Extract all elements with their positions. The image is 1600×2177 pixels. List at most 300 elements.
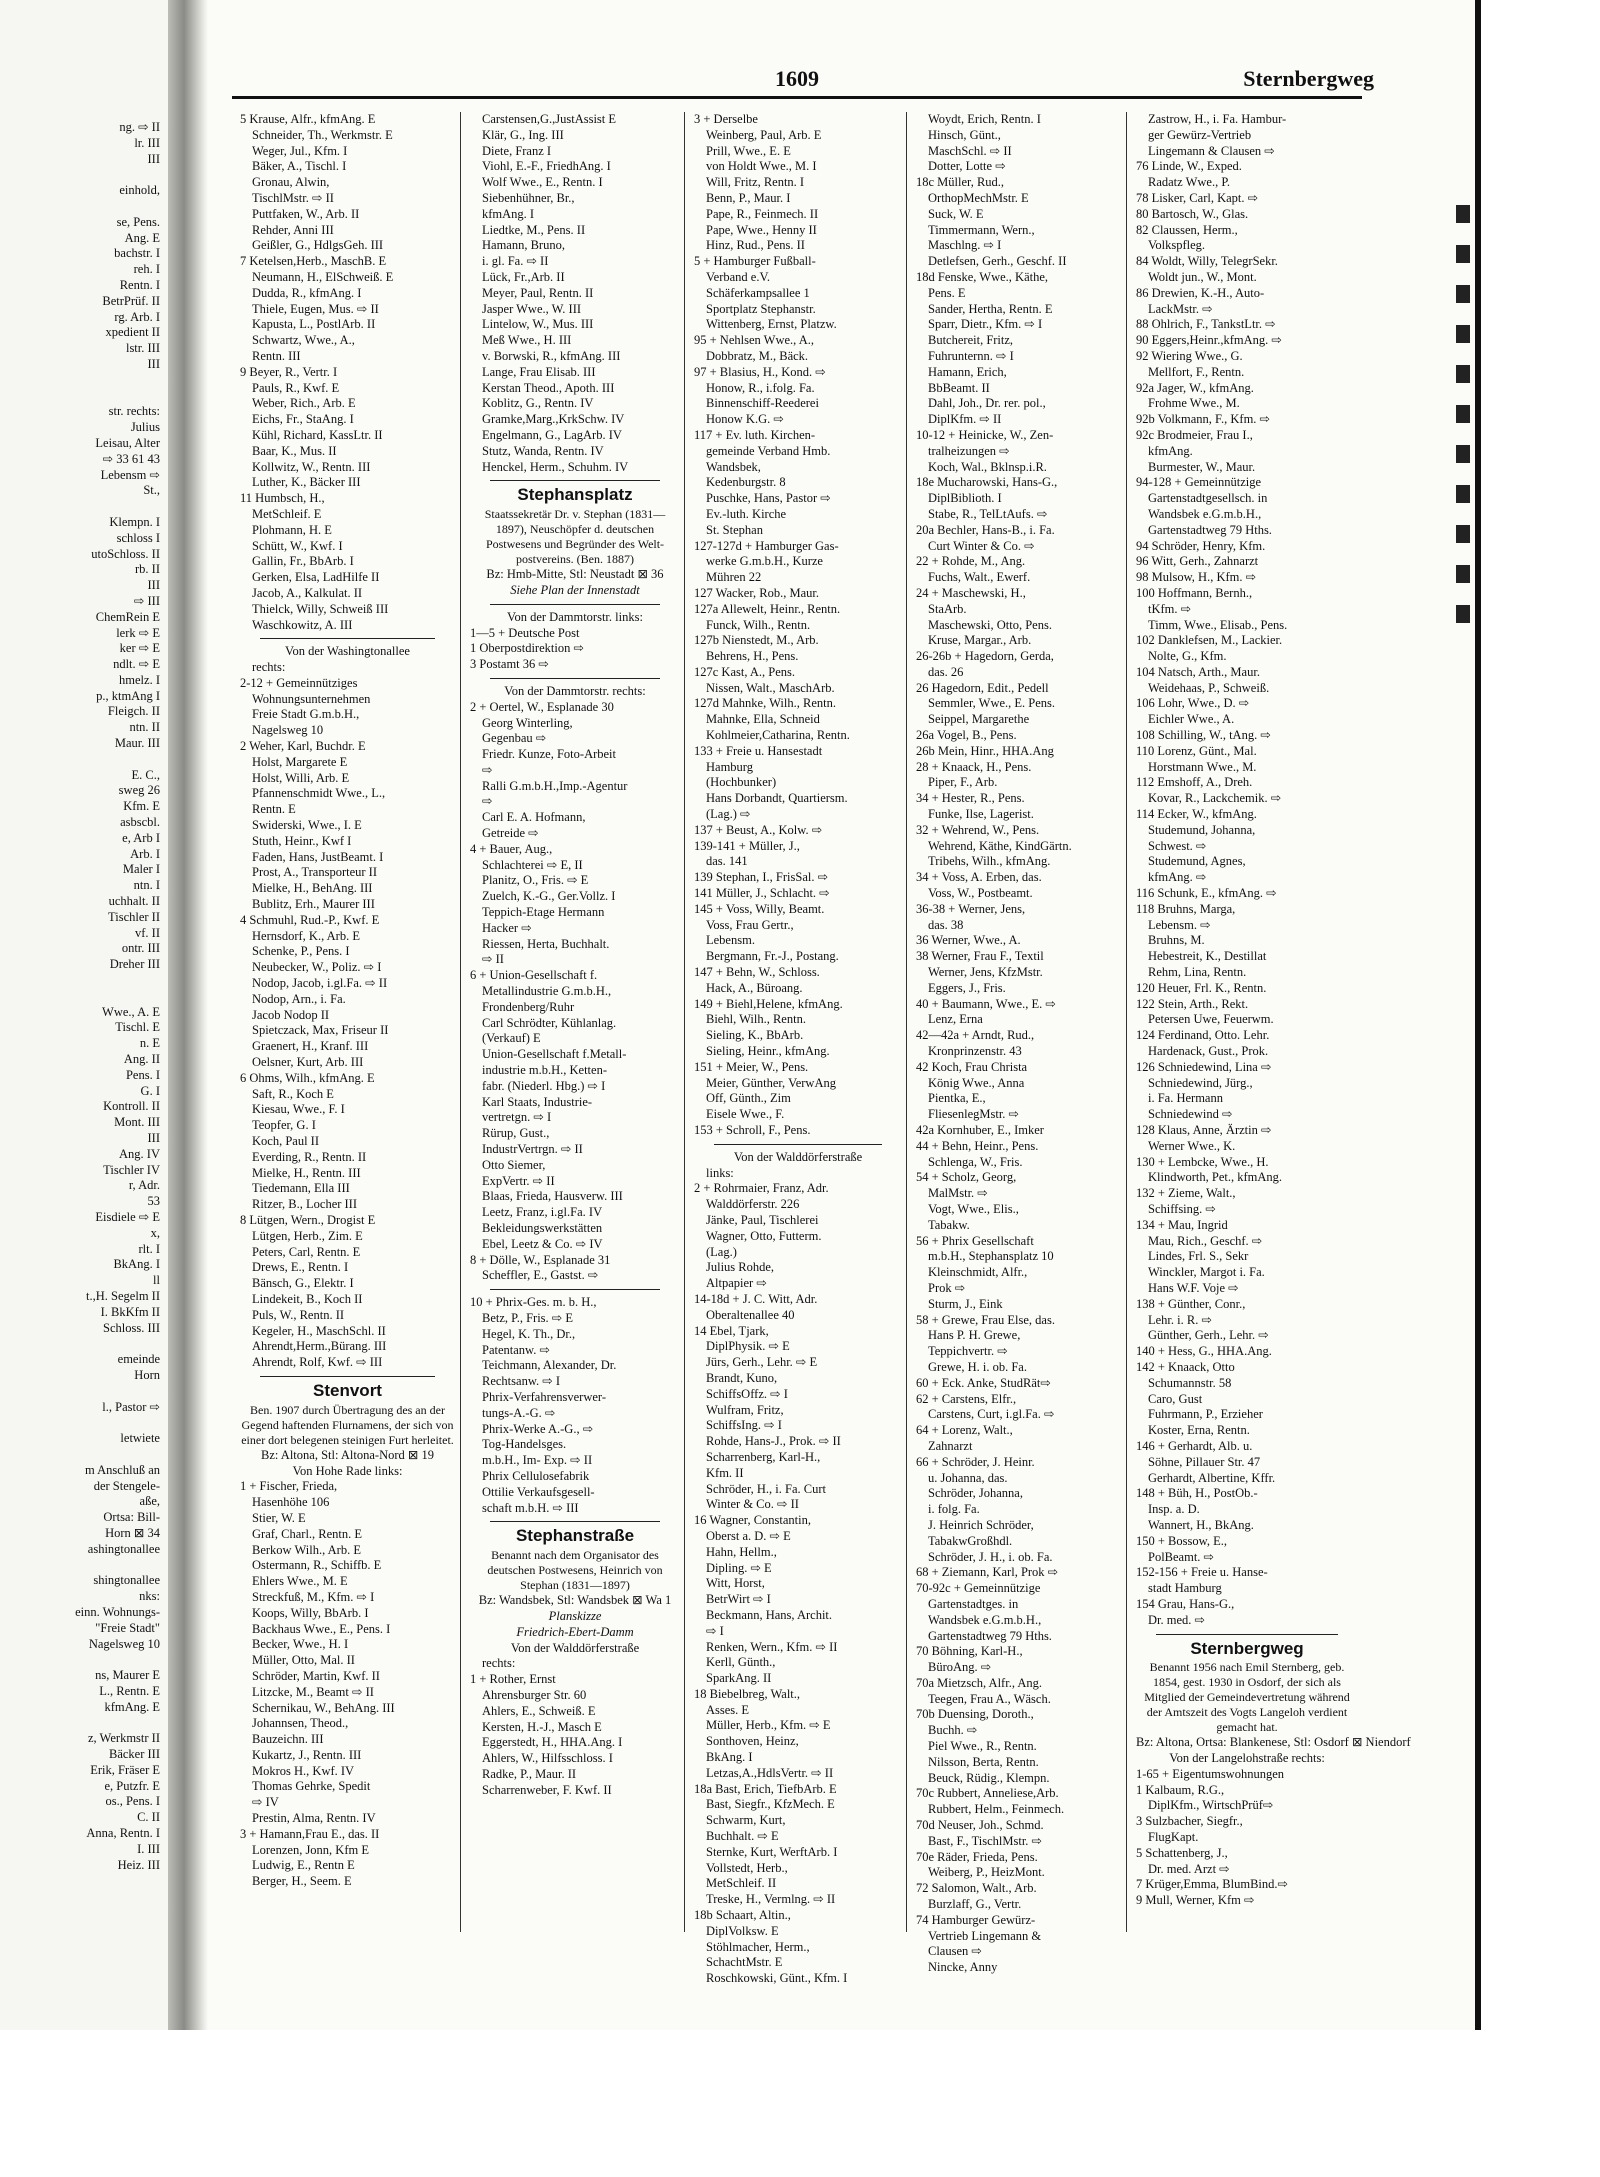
- house-entry: 92 Wiering Wwe., G.: [1136, 348, 1243, 363]
- facing-page-line: aße,: [139, 1494, 160, 1509]
- resident-entry: Asses. E: [706, 1702, 750, 1717]
- house-entry: 70 Böhning, Karl-H.,: [916, 1644, 1023, 1659]
- resident-entry: MetSchleif. E: [252, 506, 322, 521]
- facing-page-line: III: [147, 578, 160, 593]
- section-divider: [490, 1521, 660, 1522]
- house-entry: 11 Humbsch, H.,: [240, 491, 325, 506]
- facing-page-line: str. rechts:: [108, 404, 160, 419]
- column-divider: [684, 112, 685, 1932]
- facing-page-line: III: [147, 151, 160, 166]
- resident-entry: m.b.H., Im- Exp. ⇨ II: [482, 1453, 593, 1468]
- house-entry: 18b Schaart, Altin.,: [694, 1908, 791, 1923]
- house-entry: 88 Ohlrich, F., TankstLtr. ⇨: [1136, 317, 1276, 332]
- spacer: [0, 199, 160, 215]
- house-entry: 148 + Büh, H., PostOb.-: [1136, 1486, 1258, 1501]
- resident-entry: Georg Winterling,: [482, 715, 573, 730]
- facing-page-line: t.,H. Segelm II: [86, 1288, 160, 1303]
- facing-page-line: ng. ⇨ II: [119, 120, 160, 134]
- house-entry: 18a Bast, Erich, TiefbArb. E: [694, 1781, 837, 1796]
- resident-entry: Oberst a. D. ⇨ E: [706, 1528, 791, 1543]
- resident-entry: i. Fa. Hermann: [1148, 1091, 1223, 1106]
- house-entry: 5 + Hamburger Fußball-: [694, 254, 816, 269]
- resident-entry: Winckler, Margot i. Fa.: [1148, 1265, 1265, 1280]
- section-divider: [714, 1144, 882, 1145]
- scan-edge-marks: [1456, 205, 1470, 625]
- resident-entry: ExpVertr. ⇨ II: [482, 1173, 555, 1188]
- resident-entry: Bast, Siegfr., KfzMech. E: [706, 1797, 835, 1812]
- resident-entry: Holst, Margarete E: [252, 754, 348, 769]
- spacer: [0, 973, 160, 989]
- resident-entry: Kohlmeier,Catharina, Rentn.: [706, 728, 850, 743]
- resident-entry: Wandsbek e.G.m.b.H.,: [928, 1612, 1042, 1627]
- house-entry: 26b Mein, Hinr., HHA.Ang: [916, 743, 1054, 758]
- house-entry: 36 Werner, Wwe., A.: [916, 933, 1021, 948]
- resident-entry: Stabe, R., TelLtAufs. ⇨: [928, 506, 1048, 521]
- resident-entry: SchiffsOffz. ⇨ I: [706, 1386, 788, 1401]
- resident-entry: Kegeler, H., MaschSchl. II: [252, 1323, 386, 1338]
- house-entry: 146 + Gerhardt, Alb. u.: [1136, 1438, 1253, 1453]
- resident-entry: ⇨ II: [482, 952, 504, 967]
- resident-entry: Söhne, Pillauer Str. 47: [1148, 1454, 1261, 1469]
- resident-entry: Schniedewind, Jürg.,: [1148, 1075, 1253, 1090]
- house-entry: 86 Drewien, K.-H., Auto-: [1136, 285, 1265, 300]
- resident-entry: Schwest. ⇨: [1148, 838, 1207, 853]
- resident-entry: Zahnarzt: [928, 1438, 973, 1453]
- house-entry: 20a Bechler, Hans-B., i. Fa.: [916, 522, 1055, 537]
- spacer: [0, 167, 160, 183]
- resident-entry: Puschke, Hans, Pastor ⇨: [706, 491, 831, 506]
- section-subheading: Bz: Altona, Stl: Altona-Nord ⊠ 19: [261, 1447, 434, 1462]
- resident-entry: LackMstr. ⇨: [1148, 301, 1213, 316]
- resident-entry: Lehr. i. R. ⇨: [1148, 1312, 1212, 1327]
- facing-page-line: asbscbl.: [120, 815, 160, 830]
- resident-entry: Wolf Wwe., E., Rentn. I: [482, 175, 603, 190]
- resident-entry: Vogt, Wwe., Elis.,: [928, 1201, 1019, 1216]
- resident-entry: Meyer, Paul, Rentn. II: [482, 285, 594, 300]
- resident-entry: Eichler Wwe., A.: [1148, 712, 1235, 727]
- resident-entry: Schröder, H., i. Fa. Curt: [706, 1481, 826, 1496]
- resident-entry: Sieling, K., BbArb.: [706, 1028, 804, 1043]
- resident-entry: Julius Rohde,: [706, 1260, 775, 1275]
- directory-column-5: [1136, 112, 1411, 1909]
- resident-entry: kfmAng. ⇨: [1148, 870, 1207, 885]
- resident-entry: Funck, Wilh., Rentn.: [706, 617, 811, 632]
- resident-entry: Nincke, Anny: [928, 1960, 998, 1975]
- resident-entry: Kapusta, L., PostlArb. II: [252, 317, 376, 332]
- house-entry: 4 Schmuhl, Rud.-P., Kwf. E: [240, 912, 380, 927]
- house-entry: 76 Linde, W., Exped.: [1136, 159, 1242, 174]
- facing-page-line: Rentn. I: [119, 277, 160, 292]
- house-entry: 134 + Mau, Ingrid: [1136, 1217, 1228, 1232]
- resident-entry: Nissen, Walt., MaschArb.: [706, 680, 835, 695]
- facing-page-line: der Stengele-: [93, 1478, 160, 1493]
- resident-entry: Ebel, Leetz & Co. ⇨ IV: [482, 1236, 603, 1251]
- resident-entry: werke G.m.b.H., Kurze: [706, 554, 823, 569]
- resident-entry: Piel Wwe., R., Rentn.: [928, 1739, 1037, 1754]
- facing-page-line: Eisdiele ⇨ E: [95, 1209, 160, 1224]
- resident-entry: Ritzer, B., Locher III: [252, 1197, 358, 1212]
- house-entry: 3 Sulzbacher, Siegfr.,: [1136, 1814, 1243, 1829]
- resident-entry: Kerstan Theod., Apoth. III: [482, 380, 615, 395]
- section-subheading: Von der Langelohstraße rechts:: [1169, 1751, 1325, 1766]
- house-entry: 127a Allewelt, Heinr., Rentn.: [694, 601, 841, 616]
- resident-entry: Swiderski, Wwe., I. E: [252, 818, 362, 833]
- resident-entry: Ev.-luth. Kirche: [706, 506, 787, 521]
- resident-entry: Bäker, A., Tischl. I: [252, 159, 347, 174]
- resident-entry: TischlMstr. ⇨ II: [252, 190, 334, 205]
- resident-entry: Frondenberg/Ruhr: [482, 999, 575, 1014]
- resident-entry: Kovar, R., Lackchemik. ⇨: [1148, 791, 1282, 806]
- resident-entry: Patentanw. ⇨: [482, 1342, 550, 1357]
- resident-entry: IndustrVertrgn. ⇨ II: [482, 1142, 583, 1157]
- resident-entry: Plohmann, H. E: [252, 522, 332, 537]
- resident-entry: Wohnungsunternehmen: [252, 691, 371, 706]
- resident-entry: BetrWirt ⇨ I: [706, 1592, 771, 1607]
- house-entry: 66 + Schröder, J. Heinr.: [916, 1454, 1035, 1469]
- resident-entry: Gallin, Fr., BbArb. I: [252, 554, 354, 569]
- facing-page-line: ll: [153, 1273, 160, 1288]
- resident-entry: Weber, Rich., Arb. E: [252, 396, 356, 411]
- facing-page-line: n. E: [139, 1036, 160, 1051]
- house-entry: 120 Heuer, Frl. K., Rentn.: [1136, 980, 1267, 995]
- facing-page-line: Horn ⊠ 34: [105, 1525, 160, 1540]
- house-entry: 1 Oberpostdirektion ⇨: [470, 641, 584, 656]
- house-entry: 2 + Oertel, W., Esplanade 30: [470, 699, 614, 714]
- resident-entry: Wandsbek e.G.m.b.H.,: [1148, 506, 1262, 521]
- resident-entry: MalMstr. ⇨: [928, 1186, 988, 1201]
- resident-entry: DiplKfm., WirtschPrüf⇨: [1148, 1798, 1274, 1813]
- map-reference: Friedrich-Ebert-Damm: [516, 1624, 634, 1639]
- resident-entry: Will, Fritz, Rentn. I: [706, 175, 805, 190]
- resident-entry: Berkow Wilh., Arb. E: [252, 1542, 361, 1557]
- resident-entry: Koster, Erna, Rentn.: [1148, 1423, 1250, 1438]
- facing-page-line: Pens. I: [125, 1067, 160, 1082]
- resident-entry: fabr. (Niederl. Hbg.) ⇨ I: [482, 1078, 606, 1093]
- facing-page-line: vf. II: [135, 925, 160, 940]
- resident-entry: Koch, Paul II: [252, 1134, 319, 1148]
- resident-entry: Voss, W., Postbeamt.: [928, 886, 1033, 901]
- resident-entry: Werner Wwe., K.: [1148, 1138, 1236, 1153]
- resident-entry: SchachtMstr. E: [706, 1955, 783, 1970]
- resident-entry: Schlenga, W., Fris.: [928, 1154, 1023, 1169]
- resident-entry: Metallindustrie G.m.b.H.,: [482, 984, 612, 999]
- resident-entry: Hahn, Hellm.,: [706, 1544, 777, 1559]
- house-entry: 42a Kornhuber, E., Imker: [916, 1123, 1044, 1137]
- resident-entry: Treske, H., Vermlng. ⇨ II: [706, 1892, 836, 1907]
- resident-entry: das. 141: [706, 854, 748, 869]
- house-entry: 150 + Bossow, E.,: [1136, 1533, 1227, 1548]
- section-subheading: Von der Washingtonallee: [285, 644, 410, 659]
- resident-entry: Rechtsanw. ⇨ I: [482, 1374, 561, 1389]
- house-entry: 26a Vogel, B., Pens.: [916, 728, 1017, 743]
- resident-entry: Phrix-Werke A.-G., ⇨: [482, 1421, 594, 1436]
- resident-entry: Koblitz, G., Rentn. IV: [482, 396, 594, 411]
- section-subheading: Von der Walddörferstraße: [510, 1640, 640, 1655]
- resident-entry: Volkspfleg.: [1148, 238, 1206, 253]
- resident-entry: Karl Staats, Industrie-: [482, 1094, 593, 1109]
- resident-entry: Walddörferstr. 226: [706, 1197, 800, 1212]
- house-entry: 70a Mietzsch, Alfr., Ang.: [916, 1675, 1043, 1690]
- page-header: [240, 66, 1374, 100]
- house-entry: 114 Ecker, W., kfmAng.: [1136, 807, 1257, 822]
- resident-entry: Lück, Fr.,Arb. II: [482, 269, 565, 284]
- spacer: [0, 1415, 160, 1431]
- resident-entry: Pape, R., Feinmech. II: [706, 206, 819, 221]
- resident-entry: OrthopMechMstr. E: [928, 190, 1029, 205]
- facing-page-column: [0, 120, 160, 1873]
- resident-entry: Günther, Gerh., Lehr. ⇨: [1148, 1328, 1269, 1343]
- house-entry: 92a Jager, W., kfmAng.: [1136, 380, 1254, 395]
- house-entry: 127 Wacker, Rob., Maur.: [694, 585, 819, 600]
- house-entry: 94 Schröder, Henry, Kfm.: [1136, 538, 1266, 553]
- resident-entry: Maschlng. ⇨ I: [928, 238, 1002, 253]
- house-entry: 127b Nienstedt, M., Arb.: [694, 633, 819, 648]
- resident-entry: Nodop, Arn., i. Fa.: [252, 991, 346, 1006]
- facing-page-line: Klempn. I: [109, 514, 160, 529]
- facing-page-line: "Freie Stadt": [95, 1620, 160, 1635]
- resident-entry: vertretgn. ⇨ I: [482, 1110, 552, 1125]
- resident-entry: ⇨: [482, 762, 493, 777]
- resident-entry: Clausen ⇨: [928, 1944, 982, 1959]
- resident-entry: Honow K.G. ⇨: [706, 412, 784, 427]
- house-entry: 139 Stephan, I., FrisSal. ⇨: [694, 870, 829, 885]
- resident-entry: Woldt jun., W., Mont.: [1148, 269, 1257, 284]
- resident-entry: Teppich-Etage Hermann: [482, 905, 605, 920]
- resident-entry: Streckfuß, M., Kfm. ⇨ I: [252, 1589, 375, 1604]
- house-entry: 138 + Günther, Conr.,: [1136, 1296, 1246, 1311]
- resident-entry: Thiele, Eugen, Mus. ⇨ II: [252, 301, 379, 316]
- spacer: [0, 1715, 160, 1731]
- street-note: Ben. 1907 durch Übertragung des an der Gegend haftenden Flurnamens, der sich von einer dort belegenen steinigen Furt herleitet.: [241, 1402, 454, 1447]
- facing-page-line: I. BkKfm II: [100, 1304, 160, 1319]
- house-entry: 6 + Union-Gesellschaft f.: [470, 968, 598, 983]
- facing-page-line: Horn: [134, 1367, 160, 1382]
- resident-entry: Prost, A., Transporteur II: [252, 865, 378, 880]
- resident-entry: Hasenhöhe 106: [252, 1495, 330, 1510]
- facing-page-line: ontr. III: [121, 941, 160, 956]
- resident-entry: BüroAng. ⇨: [928, 1660, 992, 1675]
- facing-page-line: se, Pens.: [116, 214, 160, 229]
- resident-entry: kfmAng. I: [482, 206, 535, 221]
- resident-entry: Puls, W., Rentn. II: [252, 1307, 345, 1322]
- house-entry: 38 Werner, Frau F., Textil: [916, 949, 1044, 964]
- resident-entry: Neumann, H., ElSchweiß. E: [252, 269, 394, 284]
- resident-entry: von Holdt Wwe., M. I: [706, 159, 817, 174]
- section-divider: [490, 480, 660, 481]
- house-entry: 96 Witt, Gerh., Zahnarzt: [1136, 554, 1259, 569]
- resident-entry: Beckmann, Hans, Archit.: [706, 1607, 833, 1622]
- resident-entry: Lenz, Erna: [928, 1012, 983, 1027]
- resident-entry: Sander, Hertha, Rentn. E: [928, 301, 1053, 316]
- house-entry: 92c Brodmeier, Frau I.,: [1136, 427, 1253, 442]
- resident-entry: Sportplatz Stephanstr.: [706, 301, 816, 316]
- facing-page-line: lr. III: [134, 135, 160, 150]
- resident-entry: Schwarm, Kurt,: [706, 1813, 786, 1828]
- house-entry: 90 Eggers,Heinr.,kfmAng. ⇨: [1136, 333, 1282, 348]
- resident-entry: Mielke, H., Rentn. III: [252, 1165, 361, 1180]
- resident-entry: Sonthoven, Heinz,: [706, 1734, 799, 1749]
- resident-entry: Prok ⇨: [928, 1280, 966, 1295]
- resident-entry: u. Johanna, das.: [928, 1470, 1008, 1485]
- street-note: Staatssekretär Dr. v. Stephan (1831—1897), Neuschöpfer d. deutschen Postwesens und Begründer des Welt-postvereins. (Ben. 1887): [484, 507, 666, 567]
- resident-entry: Witt, Horst,: [706, 1576, 765, 1591]
- house-entry: 70b Duensing, Doroth.,: [916, 1707, 1034, 1722]
- resident-entry: Lingemann & Clausen ⇨: [1148, 143, 1275, 158]
- resident-entry: i. gl. Fa. ⇨ II: [482, 254, 549, 269]
- resident-entry: Teegen, Frau A., Wäsch.: [928, 1691, 1051, 1706]
- resident-entry: Eisele Wwe., F.: [706, 1107, 785, 1122]
- resident-entry: Werner, Jens, KfzMstr.: [928, 965, 1043, 980]
- resident-entry: Jacob, A., Kalkulat. II: [252, 585, 363, 600]
- resident-entry: Winter & Co. ⇨ II: [706, 1497, 799, 1512]
- street-heading: Stephanstraße: [515, 1526, 635, 1546]
- facing-page-line: xpedient II: [105, 325, 160, 340]
- facing-page-line: sweg 26: [118, 783, 160, 798]
- house-entry: 151 + Meier, W., Pens.: [694, 1059, 809, 1074]
- resident-entry: m.b.H., Stephansplatz 10: [928, 1249, 1054, 1264]
- resident-entry: (Hochbunker): [706, 775, 777, 790]
- resident-entry: Bublitz, Erh., Maurer III: [252, 897, 375, 912]
- house-entry: 127c Kast, A., Pens.: [694, 664, 796, 679]
- resident-entry: Wagner, Otto, Futterm.: [706, 1228, 822, 1243]
- resident-entry: Lebensm.: [706, 933, 755, 948]
- facing-page-line: E. C.,: [131, 767, 160, 782]
- spacer: [0, 389, 160, 405]
- directory-column-3: [694, 112, 902, 1987]
- resident-entry: Ahrendt,Herm.,Bürang. III: [252, 1339, 387, 1354]
- resident-entry: Pauls, R., Kwf. E: [252, 380, 340, 395]
- resident-entry: Spietczack, Max, Friseur II: [252, 1023, 389, 1038]
- facing-page-line: Fleigch. II: [107, 704, 160, 719]
- house-entry: 18e Mucharowski, Hans-G.,: [916, 475, 1058, 490]
- house-entry: 1 + Fischer, Frieda,: [240, 1479, 338, 1494]
- resident-entry: Schlachterei ⇨ E, II: [482, 857, 583, 872]
- resident-entry: Hans P. H. Grewe,: [928, 1328, 1021, 1343]
- resident-entry: Neubecker, W., Poliz. ⇨ I: [252, 960, 382, 975]
- resident-entry: Graf, Charl., Rentn. E: [252, 1526, 363, 1541]
- resident-entry: Jänke, Paul, Tischlerei: [706, 1212, 819, 1227]
- resident-entry: Siebenhühner, Br.,: [482, 190, 575, 205]
- resident-entry: Ottilie Verkaufsgesell-: [482, 1484, 595, 1499]
- house-entry: 10-12 + Heinicke, W., Zen-: [916, 427, 1054, 442]
- facing-page-line: ntn. II: [129, 720, 160, 735]
- house-entry: 97 + Blasius, H., Kond. ⇨: [694, 364, 826, 379]
- resident-entry: Brandt, Kuno,: [706, 1370, 778, 1385]
- resident-entry: Sieling, Heinr., kfmAng.: [706, 1044, 830, 1059]
- facing-page-line: Kfm. E: [123, 799, 160, 814]
- resident-entry: rechts:: [482, 1656, 516, 1671]
- facing-page-line: einhold,: [119, 183, 160, 198]
- spacer: [0, 1652, 160, 1668]
- resident-entry: BkAng. I: [706, 1750, 753, 1765]
- resident-entry: Johannsen, Theod.,: [252, 1716, 349, 1731]
- house-entry: 110 Lorenz, Günt., Mal.: [1136, 743, 1257, 758]
- spacer: [0, 499, 160, 515]
- resident-entry: Hans W.F. Voje ⇨: [1148, 1280, 1239, 1295]
- resident-entry: Kleinschmidt, Alfr.,: [928, 1265, 1028, 1280]
- resident-entry: Schenke, P., Pens. I: [252, 944, 350, 959]
- resident-entry: Litzcke, M., Beamt ⇨ II: [252, 1684, 374, 1699]
- house-entry: 58 + Grewe, Frau Else, das.: [916, 1312, 1055, 1327]
- house-entry: 127d Mahnke, Wilh., Rentn.: [694, 696, 836, 711]
- resident-entry: Mellfort, F., Rentn.: [1148, 364, 1245, 379]
- facing-page-line: os., Pens. I: [105, 1794, 160, 1809]
- resident-entry: Insp. a. D.: [1148, 1502, 1200, 1517]
- house-entry: 3 + Derselbe: [694, 112, 758, 126]
- house-entry: 102 Danklefsen, M., Lackier.: [1136, 633, 1283, 648]
- house-entry: 127-127d + Hamburger Gas-: [694, 538, 839, 553]
- resident-entry: (Lag.): [706, 1244, 737, 1259]
- resident-entry: Teichmann, Alexander, Dr.: [482, 1358, 617, 1373]
- house-entry: 22 + Rohde, M., Ang.: [916, 554, 1026, 569]
- house-entry: 2-12 + Gemeinnütziges: [240, 675, 358, 690]
- facing-page-line: l., Pastor ⇨: [102, 1399, 160, 1414]
- house-entry: 124 Ferdinand, Otto. Lehr.: [1136, 1028, 1270, 1043]
- section-divider: [260, 1376, 435, 1377]
- street-heading: Sternbergweg: [1190, 1638, 1304, 1658]
- spacer: [0, 1384, 160, 1400]
- section-divider: [490, 604, 660, 605]
- resident-entry: Teopfer, G. I: [252, 1118, 316, 1133]
- facing-page-line: BetrPrüf. II: [102, 293, 160, 308]
- facing-page-line: L., Rentn. E: [99, 1683, 160, 1698]
- facing-page-line: e, Arb I: [122, 830, 160, 845]
- resident-entry: Henckel, Herm., Schuhm. IV: [482, 459, 629, 474]
- resident-entry: v. Borwski, R., kfmAng. III: [482, 348, 621, 363]
- resident-entry: SparkAng. II: [706, 1671, 772, 1686]
- facing-page-line: Ang. IV: [119, 1146, 160, 1161]
- resident-entry: StaArb.: [928, 601, 967, 616]
- facing-page-line: Bäcker III: [108, 1747, 160, 1762]
- resident-entry: Schröder, Johanna,: [928, 1486, 1023, 1501]
- resident-entry: Lütgen, Herb., Zim. E: [252, 1228, 363, 1243]
- house-entry: 7 Krüger,Emma, BlumBind.⇨: [1136, 1877, 1288, 1892]
- resident-entry: Saft, R., Koch E: [252, 1086, 334, 1101]
- facing-page-line: bachstr. I: [114, 246, 160, 261]
- house-entry: 64 + Lorenz, Walt.,: [916, 1423, 1013, 1438]
- resident-entry: Viohl, E.-F., FriedhAng. I: [482, 159, 611, 174]
- resident-entry: Jürs, Gerh., Lehr. ⇨ E: [706, 1355, 818, 1370]
- resident-entry: SchiffsIng. ⇨ I: [706, 1418, 782, 1433]
- house-entry: 42 Koch, Frau Christa: [916, 1059, 1028, 1074]
- map-reference: Planskizze: [548, 1608, 602, 1623]
- house-entry: 7 Ketelsen,Herb., MaschB. E: [240, 254, 387, 269]
- resident-entry: Liedtke, M., Pens. II: [482, 222, 586, 237]
- resident-entry: Hans Dorbandt, Quartiersm.: [706, 791, 848, 806]
- house-entry: 5 Schattenberg, J.,: [1136, 1845, 1228, 1860]
- facing-page-line: ntn. I: [133, 878, 160, 893]
- section-subheading: Von Hohe Rade links:: [292, 1463, 403, 1478]
- facing-page-line: Mont. III: [114, 1115, 160, 1130]
- resident-entry: Nodop, Jacob, i.gl.Fa. ⇨ II: [252, 976, 388, 991]
- resident-entry: Luther, K., Bäcker III: [252, 475, 361, 490]
- facing-page-line: III: [147, 1131, 160, 1145]
- resident-entry: Schröder, Martin, Kwf. II: [252, 1668, 380, 1683]
- resident-entry: Zuelch, K.-G., Ger.Vollz. I: [482, 889, 616, 904]
- house-entry: 2 Weher, Karl, Buchdr. E: [240, 739, 366, 754]
- resident-entry: Radke, P., Maur. II: [482, 1766, 577, 1781]
- resident-entry: Engelmann, G., LagArb. IV: [482, 427, 622, 442]
- house-entry: 118 Bruhns, Marga,: [1136, 901, 1236, 916]
- facing-page-line: Maur. III: [114, 736, 160, 751]
- section-subheading: Bz: Wandsbek, Stl: Wandsbek ⊠ Wa 1: [478, 1593, 672, 1608]
- resident-entry: rechts:: [252, 660, 286, 675]
- resident-entry: St. Stephan: [706, 522, 763, 537]
- facing-page-line: C. II: [137, 1810, 160, 1825]
- resident-entry: Grewe, H. i. ob. Fa.: [928, 1359, 1027, 1374]
- resident-entry: Tabakw.: [928, 1217, 970, 1232]
- facing-page-line: m Anschluß an: [85, 1462, 160, 1477]
